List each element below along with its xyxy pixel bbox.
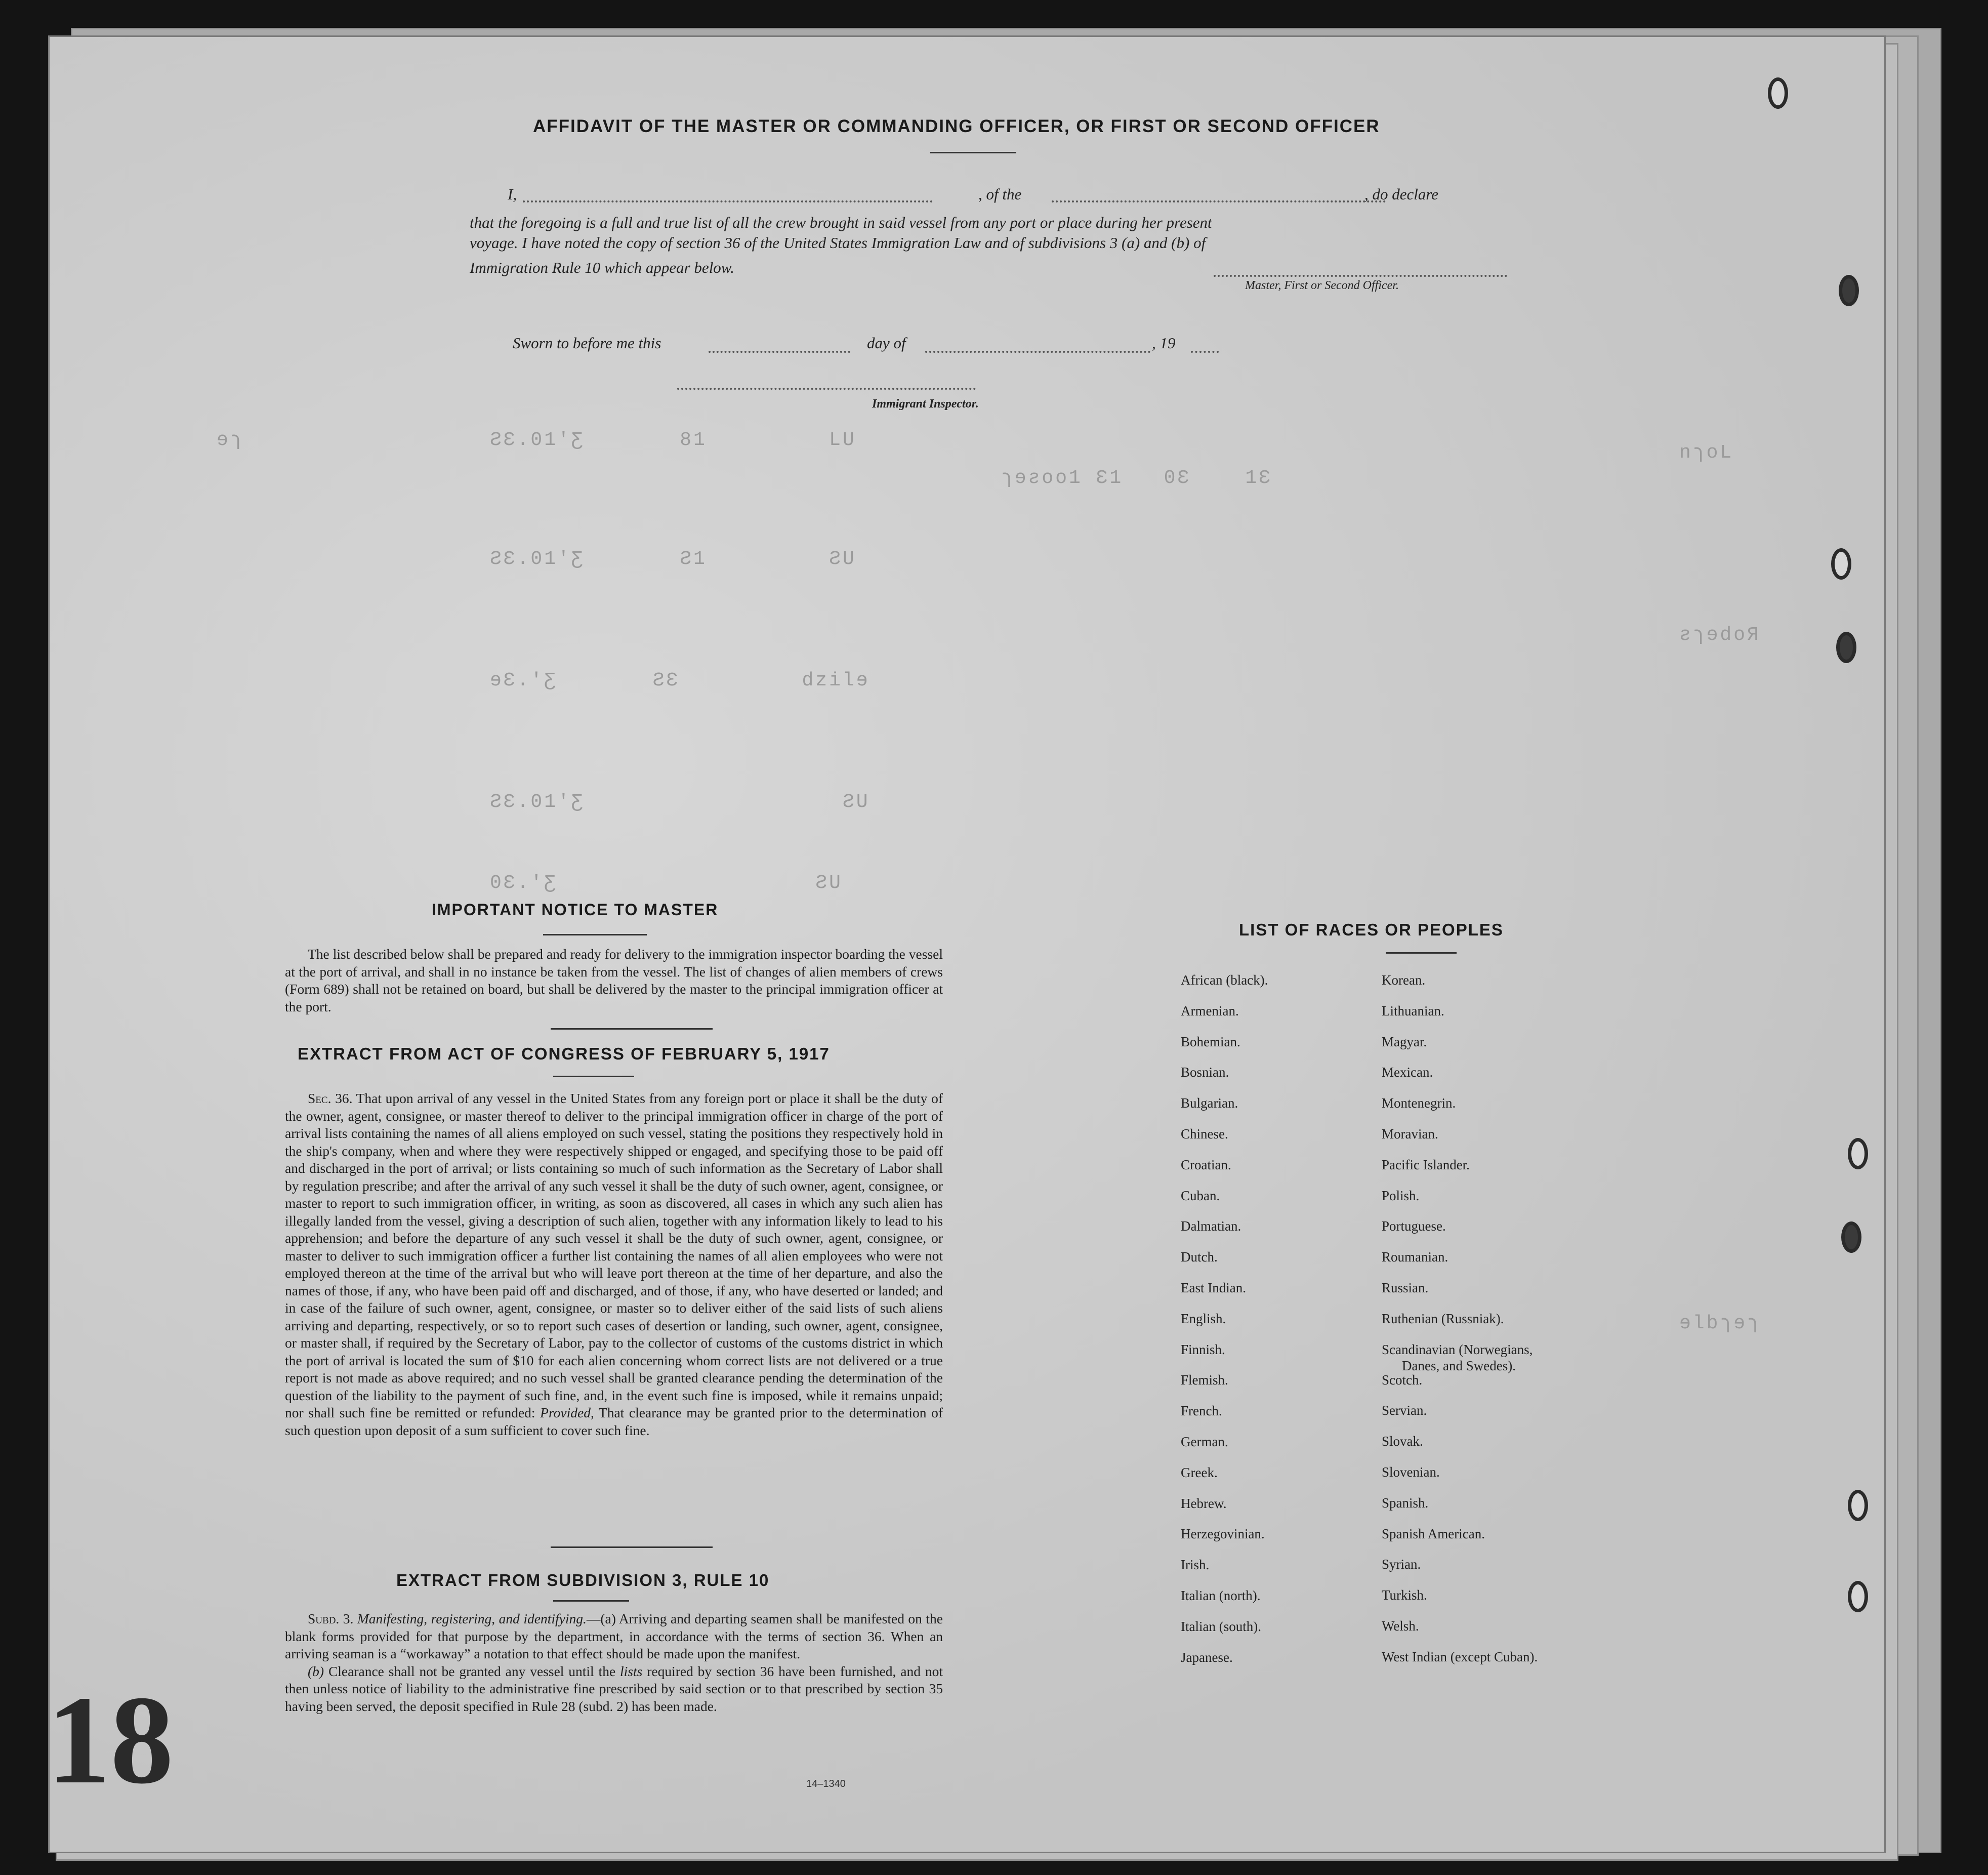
sheet-number: 18 [47,1670,174,1810]
affidavit-line-3: voyage. I have noted the copy of section 36 of the United States Immigration Law and of subdivisions 3 (a) and (b) of [470,234,1206,252]
bleed-through-mark: ƨɿɘdoЯ [1679,624,1761,646]
bleed-through-mark: ɿɘƨoo1 Ɛ1 0Ɛ 1Ɛ [1001,467,1273,489]
race-item: Turkish. [1382,1587,1427,1603]
race-item: Italian (north). [1181,1588,1261,1603]
race-item: Flemish. [1181,1372,1228,1388]
affidavit-title: AFFIDAVIT OF THE MASTER OR COMMANDING OFFICER, OR FIRST OR SECOND OFFICER [533,116,1380,136]
divider [553,1600,629,1602]
notice-title: IMPORTANT NOTICE TO MASTER [432,901,719,919]
sworn-label: Sworn to before me this [513,334,661,352]
race-item: Portuguese. [1382,1218,1446,1234]
bleed-through-mark: ɘɿ [217,429,244,451]
bleed-through-mark: nɿoL [1679,442,1734,464]
race-item: Korean. [1382,972,1426,988]
binder-hole-icon [1836,632,1856,663]
race-item: Greek. [1181,1464,1218,1480]
race-item: Montenegrin. [1382,1095,1456,1111]
act-extract-text: Sec. 36. That upon arrival of any vessel in the United States from any foreign port or place it shall be the duty of the owner, agent, consignee, or master thereof to deliver to the principal immigration officer in charge of the port of arrival lists containing the names of all aliens employed on such vessel, stating the positions they respectively hold in the ship's company, when and where they were respectively shipped or engaged, and specifying those to be paid off and discharged in the port of arrival; or lists containing so much of such information as the Secretary of Labor shall by regulation prescribe; and after the arrival of any such vessel it shall be the duty of such owner, agent, consignee, or master to report to such immigration officer, in writing, as soon as discovered, all cases in which any such alien has illegally landed from the vessel, giving a description of such alien, together with any information likely to lead to his apprehension; and before the departure of any such vessel it shall be the duty of such owner, agent, consignee, or master to deliver to such immigration officer a further list containing the names of all alien employees who were not employed thereon at the time of the arrival but who will leave port thereon at the time of her departure, and also the names of those, if any, who have been paid off and discharged, and of those, if any, who have deserted or landed; and in case of the failure of such owner, agent, consignee, or master so to deliver either of the said lists of such aliens arriving and departing, respectively, or so to report such cases of desertion or landing, such owner, agent, consignee, or master shall, if required by the Secretary of Labor, pay to the collector of customs of the customs district in which the port of arrival is located the sum of $10 for each alien concerning whom correct lists are not delivered or a true report is not made as above required; and no such vessel shall be granted clearance pending the determination of the question of the liability to the payment of such fine, and, in the event such fine is imposed, while it remains unpaid; nor shall such fine be remitted or refunded: Provided, That clearance may be granted prior to the determination of such question upon deposit of a sum sufficient to cover such fine. [285,1090,943,1438]
race-item: German. [1181,1434,1228,1449]
bleed-through-mark: ƧƐ.01'Ƹ 81 LU [490,429,856,451]
inspector-blank[interactable] [677,388,976,390]
day-blank[interactable] [709,351,850,353]
inspector-label: Immigrant Inspector. [872,397,979,411]
race-item: Cuban. [1181,1188,1220,1203]
race-item: Armenian. [1181,1003,1239,1018]
affidavit-i: I, [508,185,517,203]
race-item: Hebrew. [1181,1495,1227,1511]
race-item: Lithuanian. [1382,1003,1444,1018]
race-item: Scandinavian (Norwegians, [1382,1341,1533,1357]
divider [543,934,647,935]
race-item: Moravian. [1382,1126,1438,1142]
bleed-through-mark: ɘƐ.'Ƹ ƧƐ dzilɘ [490,670,870,691]
race-item: Magyar. [1382,1034,1427,1049]
bleed-through-mark: 0Ɛ.'Ƹ ƧU [490,872,843,894]
act-extract-title: EXTRACT FROM ACT OF CONGRESS OF FEBRUARY 5, 1917 [298,1044,830,1063]
race-item: Dalmatian. [1181,1218,1241,1234]
race-item: West Indian (except Cuban). [1382,1649,1538,1664]
race-item: Dutch. [1181,1249,1218,1265]
vessel-blank[interactable] [1052,200,1386,202]
race-item: Syrian. [1382,1557,1421,1572]
race-item: Croatian. [1181,1157,1231,1172]
name-blank[interactable] [523,200,933,202]
day-of-label: day of [867,334,906,352]
form-number: 14–1340 [806,1778,846,1789]
race-item: Irish. [1181,1557,1210,1573]
race-item: Spanish American. [1382,1526,1485,1541]
divider [551,1028,713,1030]
race-item: Herzegovinian. [1181,1526,1265,1542]
race-item: Japanese. [1181,1649,1233,1665]
notice-text: The list described below shall be prepared and ready for delivery to the immigration inspector boarding the vessel at the port of arrival, and shall in no instance be taken from the vessel. The list of changes of alien members of crews (Form 689) shall not be retained on board, but shall be delivered by the master to the principal immigration officer at the port. [285,946,943,1014]
race-item: Spanish. [1382,1495,1429,1511]
race-item: Polish. [1382,1188,1420,1203]
race-item: Roumanian. [1382,1249,1448,1265]
race-item: Servian. [1382,1403,1427,1418]
rule-extract-text: Subd. 3. Manifesting, registering, and identifying.—(a) Arriving and departing seamen shall be manifested on the blank forms provided for that purpose by the department, in accordance with the terms of section 36. When an arriving seaman is a “workaway” a notation to that effect should be made upon the manifest. (b) Clearance shall not be granted any vessel until the lists required by section 36 have been furnished, and not then unless notice of liability to the administrative fine prescribed by said section or to that prescribed by section 35 having been served, the deposit specified in Rule 28 (subd. 2) has been made. [285,1611,943,1714]
binder-hole-icon [1848,1581,1868,1612]
race-item: Finnish. [1181,1341,1225,1357]
race-item: Italian (south). [1181,1618,1261,1634]
affidavit-declare: , do declare [1364,185,1439,203]
binder-hole-icon [1831,548,1851,580]
race-item: Ruthenian (Russniak). [1382,1311,1504,1326]
race-item: African (black). [1181,972,1268,988]
race-item: Russian. [1382,1280,1429,1295]
race-item: French. [1181,1403,1222,1419]
document-page [48,35,1886,1853]
affidavit-line-2: that the foregoing is a full and true list of all the crew brought in said vessel from any port or place during her present [470,214,1212,231]
rule-extract-title: EXTRACT FROM SUBDIVISION 3, RULE 10 [396,1571,770,1589]
race-item: East Indian. [1181,1280,1246,1295]
race-item: Bulgarian. [1181,1095,1238,1111]
race-item: Slovenian. [1382,1464,1440,1480]
bleed-through-mark: ƧƐ.01'Ƹ Ƨ1 ƧU [490,548,856,570]
signature-label: Master, First or Second Officer. [1245,279,1399,292]
divider [930,152,1016,153]
month-blank[interactable] [925,351,1150,353]
binder-hole-icon [1839,275,1859,306]
race-item: Slovak. [1382,1434,1423,1449]
race-item: Welsh. [1382,1618,1419,1634]
race-item: English. [1181,1311,1226,1326]
race-item: Mexican. [1382,1065,1433,1080]
race-item: Pacific Islander. [1382,1157,1470,1172]
race-item: Danes, and Swedes). [1402,1358,1516,1373]
bleed-through-mark: ɘlbɿɘɿ [1679,1313,1761,1334]
race-item: Scotch. [1382,1372,1423,1388]
signature-blank[interactable] [1214,275,1507,277]
race-item: Bosnian. [1181,1065,1229,1080]
divider [553,1076,634,1077]
section-label: Sec. 36. [308,1090,353,1106]
divider [551,1546,713,1548]
races-title: LIST OF RACES OR PEOPLES [1239,920,1504,939]
binder-hole-icon [1848,1490,1868,1521]
year-label: , 19 [1152,334,1176,352]
binder-hole-icon [1841,1221,1861,1253]
affidavit-of-the: , of the [978,185,1022,203]
divider [1386,952,1457,954]
affidavit-line-4: Immigration Rule 10 which appear below. [470,259,734,276]
binder-hole-icon [1768,77,1788,109]
year-blank[interactable] [1191,351,1219,353]
race-item: Chinese. [1181,1126,1228,1142]
bleed-through-mark: ƧƐ.01'Ƹ ƧU [490,791,870,813]
binder-hole-icon [1848,1138,1868,1169]
race-item: Bohemian. [1181,1034,1240,1049]
